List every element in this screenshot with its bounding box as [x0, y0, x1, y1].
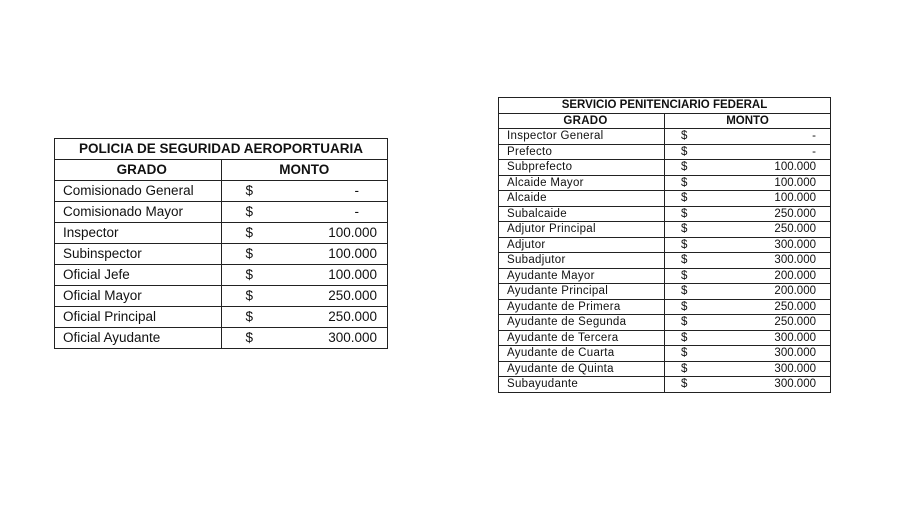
monto-cell [665, 222, 831, 238]
amount-value: 200.000 [774, 285, 816, 297]
currency-symbol: $ [681, 362, 688, 375]
monto-cell [665, 377, 831, 393]
monto-cell [221, 328, 388, 349]
currency-symbol: $ [245, 204, 254, 219]
spf-table-body [499, 129, 831, 393]
amount-value: 200.000 [774, 269, 816, 282]
currency-symbol: $ [245, 330, 254, 345]
amount-value: 300.000 [774, 254, 816, 266]
table-row [499, 144, 831, 160]
table-row [499, 299, 831, 315]
monto-cell [665, 361, 831, 377]
table-row [55, 244, 388, 265]
currency-symbol: $ [681, 285, 688, 297]
currency-symbol: $ [245, 183, 254, 198]
grado-cell: Oficial Ayudante [55, 328, 222, 349]
monto-cell [665, 160, 831, 176]
spf-table-title: SERVICIO PENITENCIARIO FEDERAL [499, 98, 831, 114]
amount-value: 300.000 [774, 238, 816, 251]
amount-value: 300.000 [774, 331, 816, 344]
grado-cell: Subprefecto [499, 160, 665, 176]
table-row [55, 223, 388, 244]
monto-cell [665, 315, 831, 331]
monto-cell [665, 346, 831, 362]
monto-cell [221, 307, 388, 328]
psa-table-title: POLICIA DE SEGURIDAD AEROPORTUARIA [55, 139, 388, 160]
currency-symbol: $ [681, 176, 688, 189]
amount-value: - [354, 183, 359, 198]
grado-cell: Inspector [55, 223, 222, 244]
table-row [499, 129, 831, 145]
grado-cell: Ayudante de Tercera [499, 330, 665, 346]
table-row [55, 307, 388, 328]
amount-value: 300.000 [774, 362, 816, 375]
grado-cell: Adjutor [499, 237, 665, 253]
table-row [55, 328, 388, 349]
table-row [499, 175, 831, 191]
currency-symbol: $ [245, 267, 254, 282]
monto-cell [665, 268, 831, 284]
table-row [499, 206, 831, 222]
grado-cell: Comisionado Mayor [55, 202, 222, 223]
currency-symbol: $ [245, 246, 254, 261]
amount-value: 250.000 [774, 223, 816, 235]
amount-value: 250.000 [328, 288, 377, 303]
monto-cell [221, 202, 388, 223]
monto-cell [221, 265, 388, 286]
currency-symbol: $ [681, 192, 688, 204]
grado-cell: Ayudante de Segunda [499, 315, 665, 331]
amount-value: 100.000 [328, 246, 377, 261]
grado-cell: Ayudante Principal [499, 284, 665, 300]
amount-value: - [354, 204, 359, 219]
monto-cell [665, 330, 831, 346]
currency-symbol: $ [245, 225, 254, 240]
monto-cell [665, 237, 831, 253]
table-row [499, 191, 831, 207]
table-row [55, 265, 388, 286]
currency-symbol: $ [245, 288, 254, 303]
currency-symbol: $ [681, 316, 688, 328]
table-row [55, 202, 388, 223]
currency-symbol: $ [681, 254, 688, 266]
table-row [499, 361, 831, 377]
spf-header-grado: GRADO [499, 113, 665, 129]
amount-value: 300.000 [328, 330, 377, 345]
amount-value: 100.000 [328, 267, 377, 282]
amount-value: 250.000 [774, 207, 816, 220]
monto-cell [221, 181, 388, 202]
grado-cell: Adjutor Principal [499, 222, 665, 238]
monto-cell [221, 286, 388, 307]
monto-cell [665, 175, 831, 191]
currency-symbol: $ [681, 300, 688, 313]
monto-cell [221, 223, 388, 244]
currency-symbol: $ [681, 207, 688, 220]
monto-cell [665, 129, 831, 145]
grado-cell: Subadjutor [499, 253, 665, 269]
currency-symbol: $ [681, 223, 688, 235]
amount-value: - [812, 145, 816, 158]
grado-cell: Ayudante de Primera [499, 299, 665, 315]
monto-cell [665, 284, 831, 300]
grado-cell: Comisionado General [55, 181, 222, 202]
table-row [499, 268, 831, 284]
table-row [499, 237, 831, 253]
grado-cell: Alcaide [499, 191, 665, 207]
currency-symbol: $ [681, 347, 688, 359]
currency-symbol: $ [681, 145, 688, 158]
currency-symbol: $ [681, 238, 688, 251]
spf-header-monto: MONTO [665, 113, 831, 129]
grado-cell: Ayudante de Quinta [499, 361, 665, 377]
table-row [499, 377, 831, 393]
currency-symbol: $ [681, 130, 688, 142]
table-row [55, 286, 388, 307]
table-row [499, 284, 831, 300]
amount-value: 250.000 [328, 309, 377, 324]
table-row [499, 222, 831, 238]
grado-cell: Ayudante Mayor [499, 268, 665, 284]
currency-symbol: $ [245, 309, 254, 324]
amount-value: 100.000 [774, 176, 816, 189]
monto-cell [665, 206, 831, 222]
grado-cell: Subalcaide [499, 206, 665, 222]
table-row [55, 181, 388, 202]
amount-value: 100.000 [774, 161, 816, 173]
spf-table [498, 97, 831, 393]
currency-symbol: $ [681, 161, 688, 173]
grado-cell: Alcaide Mayor [499, 175, 665, 191]
amount-value: 300.000 [774, 378, 816, 390]
monto-cell [665, 299, 831, 315]
psa-table-body [55, 181, 388, 349]
currency-symbol: $ [681, 378, 688, 390]
monto-cell [221, 244, 388, 265]
grado-cell: Prefecto [499, 144, 665, 160]
amount-value: 250.000 [774, 300, 816, 313]
psa-header-grado: GRADO [55, 160, 222, 181]
grado-cell: Subinspector [55, 244, 222, 265]
psa-table [54, 138, 388, 349]
grado-cell: Inspector General [499, 129, 665, 145]
amount-value: 250.000 [774, 316, 816, 328]
amount-value: 100.000 [774, 192, 816, 204]
psa-header-monto: MONTO [221, 160, 388, 181]
currency-symbol: $ [681, 331, 688, 344]
currency-symbol: $ [681, 269, 688, 282]
amount-value: - [812, 130, 816, 142]
monto-cell [665, 253, 831, 269]
grado-cell: Oficial Jefe [55, 265, 222, 286]
grado-cell: Ayudante de Cuarta [499, 346, 665, 362]
monto-cell [665, 191, 831, 207]
grado-cell: Subayudante [499, 377, 665, 393]
table-row [499, 330, 831, 346]
table-row [499, 253, 831, 269]
table-row [499, 160, 831, 176]
amount-value: 100.000 [328, 225, 377, 240]
table-row [499, 315, 831, 331]
grado-cell: Oficial Mayor [55, 286, 222, 307]
amount-value: 300.000 [774, 347, 816, 359]
grado-cell: Oficial Principal [55, 307, 222, 328]
monto-cell [665, 144, 831, 160]
table-row [499, 346, 831, 362]
